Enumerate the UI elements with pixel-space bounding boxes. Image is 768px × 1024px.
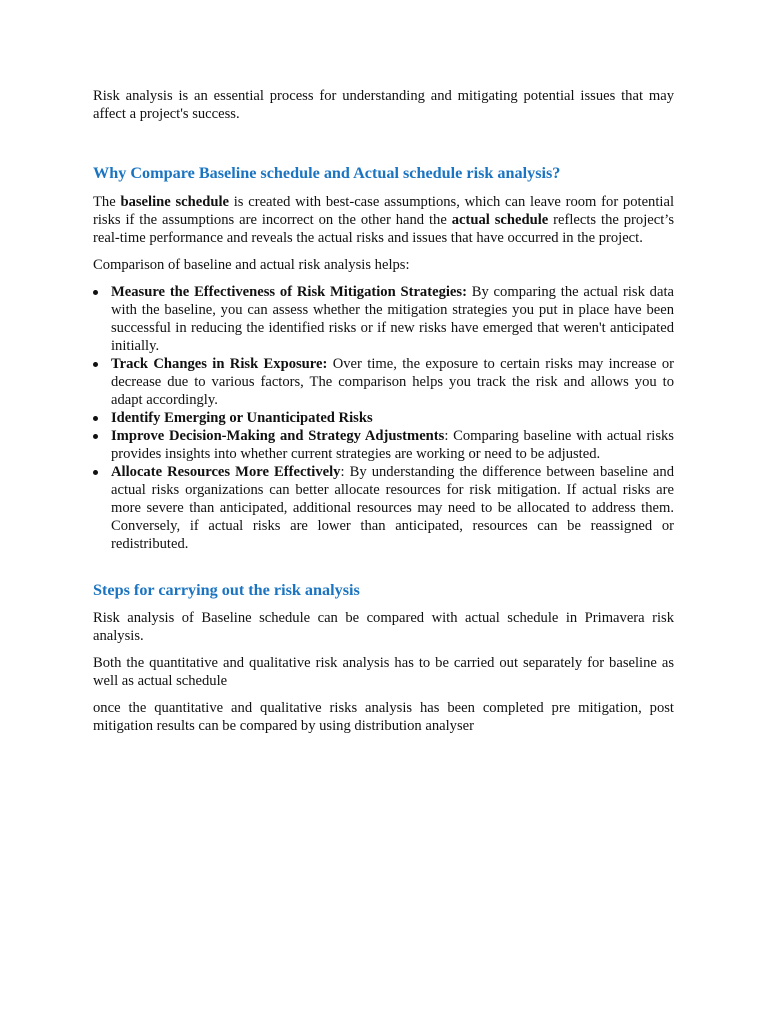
steps-paragraph: once the quantitative and qualitative risks analysis has been completed pre mitigation, post mitigation results can be compared by using distribution analyser (93, 700, 674, 734)
list-item-text: Over time, the exposure to certain risks may increase or decrease due to various factors, The comparison helps you track the risk and allows you to adapt accordingly. (111, 356, 674, 408)
list-item-text: By comparing the actual risk data with the baseline, you can assess whether the mitigation strategies you put in place have been successful in reducing the identified risks or if new risks have emerged that weren't anticipated initially. (111, 284, 674, 354)
list-item (93, 409, 674, 427)
text-run: reflects the project’s real-time performance and reveals the actual risks and issues that have occurred in the project. (93, 212, 675, 246)
bullet-icon (93, 434, 98, 439)
bullet-icon (93, 416, 98, 421)
baseline-actual-paragraph (93, 193, 674, 247)
bold-actual-schedule: actual schedule (451, 212, 549, 228)
list-item-text: : Comparing baseline with actual risks provides insights into whether current strategies are working or need to be adjusted. (111, 428, 674, 462)
steps-paragraph: Risk analysis of Baseline schedule can be compared with actual schedule in Primavera risk analysis. (93, 610, 674, 644)
list-item-title: Improve Decision-Making and Strategy Adjustments (111, 428, 445, 444)
benefits-list (93, 283, 674, 553)
list-item (93, 463, 674, 553)
list-item (93, 427, 674, 463)
bullet-icon (93, 362, 98, 367)
bold-baseline-schedule: baseline schedule (120, 194, 229, 210)
list-item-title: Measure the Effectiveness of Risk Mitigation Strategies: (111, 284, 467, 300)
heading-why-compare: Why Compare Baseline schedule and Actual schedule risk analysis? (93, 164, 561, 182)
bullet-icon (93, 470, 98, 475)
list-item (93, 355, 674, 409)
list-item-title: Allocate Resources More Effectively (111, 464, 341, 480)
list-item-title: Track Changes in Risk Exposure: (111, 356, 328, 372)
text-run: The (93, 194, 121, 210)
heading-steps: Steps for carrying out the risk analysis (93, 581, 360, 599)
intro-paragraph: Risk analysis is an essential process for understanding and mitigating potential issues that may affect a project's success. (93, 88, 674, 122)
list-item (93, 283, 674, 355)
steps-paragraph: Both the quantitative and qualitative risk analysis has to be carried out separately for baseline as well as actual schedule (93, 655, 674, 689)
comparison-helps-paragraph: Comparison of baseline and actual risk analysis helps: (93, 257, 410, 273)
text-run: is created with best-case assumptions, which can leave room for potential risks if the assumptions are incorrect on the other hand the (93, 194, 675, 228)
bullet-icon (93, 290, 98, 295)
list-item-title: Identify Emerging or Unanticipated Risks (111, 410, 373, 426)
list-item-text: : By understanding the difference between baseline and actual risks organizations can better allocate resources for risk mitigation. If actual risks are more severe than anticipated, additional resources may need to be allocated to address them. Conversely, if actual risks are lower than anticipated, resources can be reassigned or redistributed. (111, 464, 675, 552)
